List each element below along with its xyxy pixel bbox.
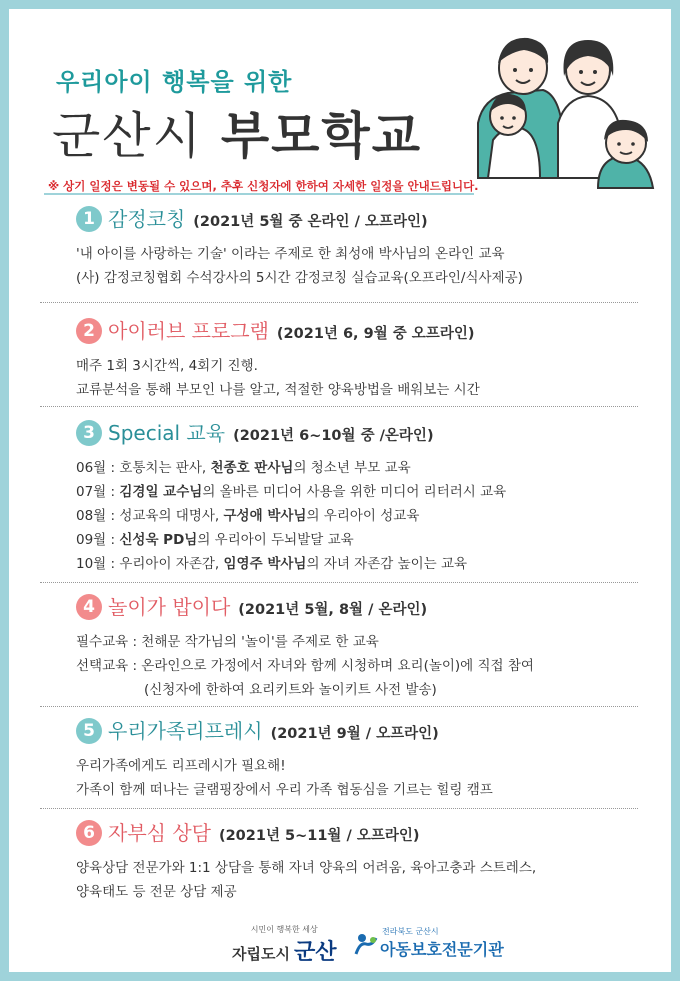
section-line: (신청자에 한하여 요리키트와 놀이키트 사전 발송) — [144, 682, 437, 698]
section-line: (사) 감정코칭협회 수석강사의 5시간 감정코칭 실습교육(오프라인/식사제공) — [76, 270, 523, 286]
section-date-4: (2021년 5월, 8월 / 온라인) — [238, 602, 428, 618]
poster-subtitle: 우리아이 행복을 위한 — [56, 68, 293, 96]
section-number-4: 4 — [76, 594, 102, 620]
section-line: 가족이 함께 떠나는 글램핑장에서 우리 가족 협동심을 기르는 힐링 캠프 — [76, 782, 493, 798]
section-divider — [40, 808, 638, 809]
section-date-5: (2021년 9월 / 오프라인) — [270, 726, 439, 742]
schedule-notice: ※ 상기 일정은 변동될 수 있으며, 추후 신청자에 한하여 자세한 일정을 안내드립니다. — [48, 179, 479, 193]
gunsan-city-logo: 시민이 행복한 세상 자립도시 군산 — [232, 925, 337, 965]
section-line: 매주 1회 3시간씩, 4회기 진행. — [76, 358, 258, 374]
title-bold: 부모학교 — [220, 107, 423, 165]
special-line-september: 09월 : 신성욱 PD님의 우리아이 두뇌발달 교육 — [76, 532, 354, 548]
section-line: 선택교육 : 온라인으로 가정에서 자녀와 함께 시청하며 요리(놀이)에 직접 참여 — [76, 658, 534, 674]
section-line: '내 아이를 사랑하는 기술' 이라는 주제로 한 최성애 박사님의 온라인 교육 — [76, 246, 505, 262]
section-divider — [40, 706, 638, 707]
section-divider — [40, 582, 638, 583]
section-number-1: 1 — [76, 206, 102, 232]
section-title-4: 놀이가 밥이다 (2021년 5월, 8월 / 온라인) — [108, 595, 428, 619]
section-4 — [66, 594, 636, 702]
section-divider — [40, 406, 638, 407]
family-illustration — [448, 28, 663, 198]
section-line: 교류분석을 통해 부모인 나를 알고, 적절한 양육방법을 배워보는 시간 — [76, 382, 480, 398]
footer — [0, 920, 680, 970]
section-6 — [66, 820, 636, 904]
section-title-6: 자부심 상담 (2021년 5~11월 / 오프라인) — [108, 821, 420, 845]
section-number-2: 2 — [76, 318, 102, 344]
section-3 — [66, 420, 636, 576]
section-line: 필수교육 : 천해문 작가님의 '놀이'를 주제로 한 교육 — [76, 634, 379, 650]
section-date-1: (2021년 5월 중 온라인 / 오프라인) — [193, 214, 428, 230]
section-number-3: 3 — [76, 420, 102, 446]
section-title-5: 우리가족리프레시 (2021년 9월 / 오프라인) — [108, 719, 439, 743]
child-protection-agency-logo: 전라북도 군산시 아동보호전문기관 — [352, 926, 504, 960]
section-line: 양육상담 전문가와 1:1 상담을 통해 자녀 양육의 어려움, 육아고충과 스트레스, — [76, 860, 537, 876]
header-underline — [44, 193, 474, 195]
section-number-6: 6 — [76, 820, 102, 846]
section-divider — [40, 302, 638, 303]
section-2 — [66, 318, 636, 402]
section-title-1: 감정코칭 (2021년 5월 중 온라인 / 오프라인) — [108, 207, 428, 231]
section-date-6: (2021년 5~11월 / 오프라인) — [218, 828, 420, 844]
special-line-july: 07월 : 김경일 교수님의 올바른 미디어 사용을 위한 미디어 리터러시 교육 — [76, 484, 507, 500]
section-1 — [66, 206, 636, 290]
section-title-2: 아이러브 프로그램 (2021년 6, 9월 중 오프라인) — [108, 319, 475, 343]
section-number-5: 5 — [76, 718, 102, 744]
special-line-august: 08월 : 성교육의 대명사, 구성애 박사님의 우리아이 성교육 — [76, 508, 420, 524]
agency-emblem-icon — [352, 930, 380, 958]
title-light: 군산시 — [52, 107, 203, 165]
poster-title — [52, 96, 422, 168]
section-line: 양육태도 등 전문 상담 제공 — [76, 884, 237, 900]
section-5 — [66, 718, 636, 802]
section-date-2: (2021년 6, 9월 중 오프라인) — [276, 326, 475, 342]
special-line-october: 10월 : 우리아이 자존감, 임영주 박사님의 자녀 자존감 높이는 교육 — [76, 556, 468, 572]
section-line: 우리가족에게도 리프레시가 필요해! — [76, 758, 286, 774]
special-line-june: 06월 : 호통치는 판사, 천종호 판사님의 청소년 부모 교육 — [76, 460, 411, 476]
section-date-3: (2021년 6~10월 중 /온라인) — [233, 428, 434, 444]
section-title-3: Special 교육 (2021년 6~10월 중 /온라인) — [108, 421, 434, 445]
